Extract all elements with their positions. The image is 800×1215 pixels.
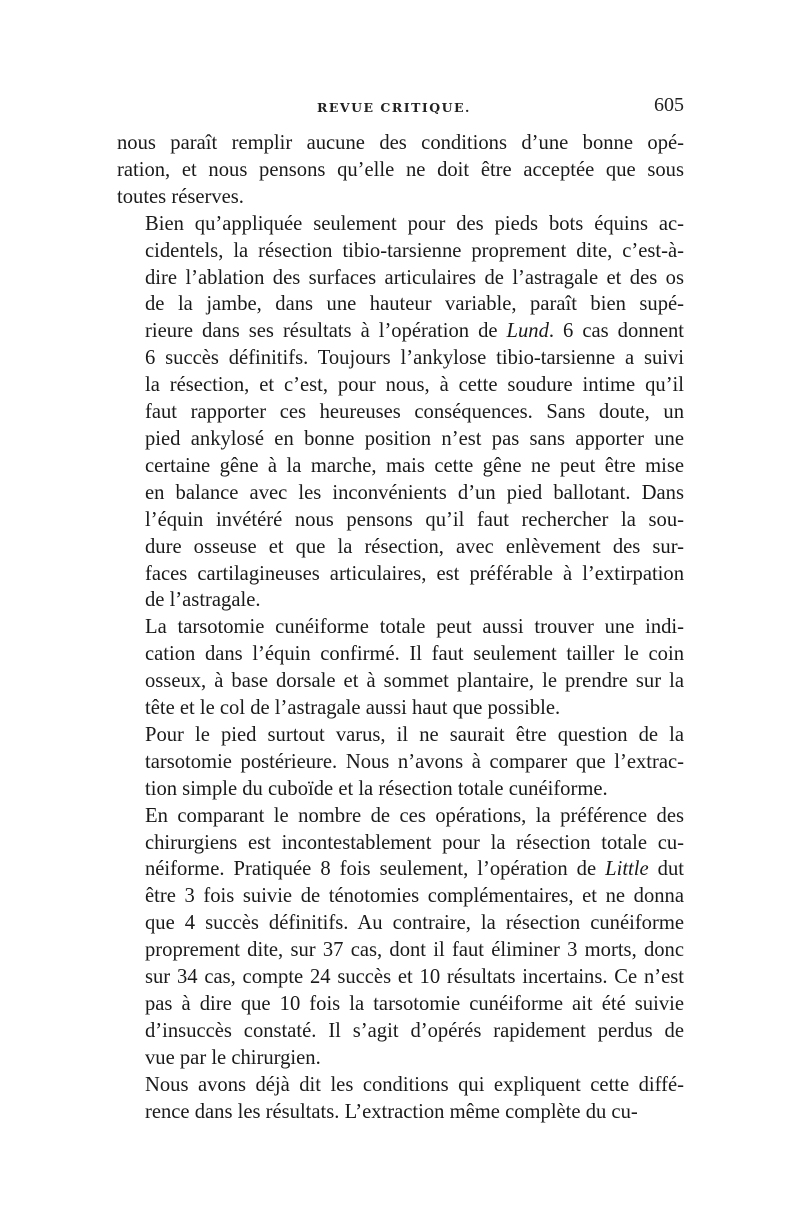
text-line: de la jambe, dans une hauteur variable, paraît bien supé- [145,293,684,316]
text-line: faut rapporter ces heureuses conséquences. Sans doute, un [145,401,684,424]
text-line: cation dans l’équin confirmé. Il faut seulement tailler le coin [145,643,684,666]
text-line: dure osseuse et que la résection, avec enlèvement des sur- [145,535,684,558]
text-line: faces cartilagineuses articulaires, est préférable à l’extirpation [145,562,684,585]
text-line: rieure dans ses résultats à l’opération de Lund. 6 cas donnent [145,320,684,343]
paragraph [117,130,684,211]
paragraph [117,211,684,615]
text-line: La tarsotomie cunéiforme totale peut aussi trouver une indi- [145,616,684,639]
text-line: Nous avons déjà dit les conditions qui expliquent cette diffé- [145,1073,684,1096]
body-text [117,130,684,1126]
text-line: chirurgiens est incontestablement pour la résection totale cu- [145,831,684,854]
running-header-title: REVUE CRITIQUE. [317,100,471,115]
text-line: d’insuccès constaté. Il s’agit d’opérés rapidement perdus de [145,1019,684,1042]
text-line: tion simple du cuboïde et la résection totale cunéiforme. [145,777,608,800]
text-line: proprement dite, sur 37 cas, dont il faut éliminer 3 morts, donc [145,939,684,962]
text-line: Bien qu’appliquée seulement pour des pieds bots équins ac- [145,212,684,235]
text-line: cidentels, la résection tibio-tarsienne proprement dite, c’est-à- [145,239,684,262]
text-line: être 3 fois suivie de ténotomies complémentaires, et ne donna [145,885,684,908]
text-line: de l’astragale. [145,589,261,612]
paragraph [117,614,684,722]
text-line: vue par le chirurgien. [145,1046,321,1069]
paragraph [117,722,684,803]
running-header [117,94,684,122]
text-line: la résection, et c’est, pour nous, à cette soudure intime qu’il [145,374,684,397]
text-line: 6 succès définitifs. Toujours l’ankylose tibio-tarsienne a suivi [145,347,684,370]
text-line: en balance avec les inconvénients d’un pied ballotant. Dans [145,481,684,504]
text-line: osseux, à base dorsale et à sommet plantaire, le prendre sur la [145,670,684,693]
text-line: que 4 succès définitifs. Au contraire, la résection cunéiforme [145,912,684,935]
text-line: dire l’ablation des surfaces articulaires de l’astragale et des os [145,266,684,289]
text-line: sur 34 cas, compte 24 succès et 10 résultats incertains. Ce n’est [145,966,684,989]
paragraph [117,803,684,1072]
text-line: nous paraît remplir aucune des conditions d’une bonne opé- [117,132,684,154]
text-line: tête et le col de l’astragale aussi haut que possible. [145,697,561,720]
text-line: tarsotomie postérieure. Nous n’avons à comparer que l’extrac- [145,750,684,773]
text-line: néiforme. Pratiquée 8 fois seulement, l’opération de Little dut [145,858,684,881]
text-line: pas à dire que 10 fois la tarsotomie cunéiforme ait été suivie [145,993,684,1015]
text-line: ration, et nous pensons qu’elle ne doit être acceptée que sous [117,158,684,181]
text-line: Pour le pied surtout varus, il ne saurait être question de la [145,723,684,746]
text-line: En comparant le nombre de ces opérations, la préférence des [145,804,684,827]
page-number: 605 [654,94,684,116]
paragraph [117,1072,684,1126]
text-line: pied ankylosé en bonne position n’est pas sans apporter une [145,427,684,450]
text-line: l’équin invétéré nous pensons qu’il faut rechercher la sou- [145,508,684,531]
text-line: toutes réserves. [117,185,244,208]
text-line: certaine gêne à la marche, mais cette gêne ne peut être mise [145,454,684,477]
text-line: rence dans les résultats. L’extraction même complète du cu- [145,1100,638,1123]
